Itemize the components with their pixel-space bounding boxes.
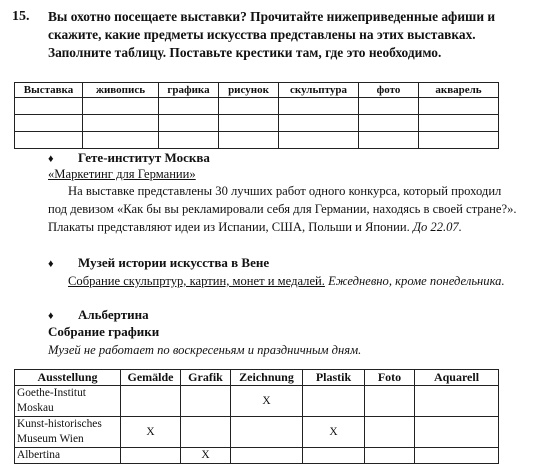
- column-header: Aquarell: [415, 370, 499, 386]
- table-cell: X: [303, 417, 365, 448]
- table-cell: [303, 386, 365, 417]
- entry-note: Музей не работает по воскресеньям и праздничным дням.: [48, 343, 362, 357]
- column-header: Foto: [365, 370, 415, 386]
- table-row: [15, 386, 499, 417]
- table-cell: [365, 386, 415, 417]
- table-cell: X: [181, 448, 231, 464]
- task-number: 15.: [12, 9, 30, 24]
- entry-subtitle: «Маркетинг для Германии»: [48, 167, 196, 181]
- table-cell: Goethe-Institut Moskau: [15, 386, 121, 417]
- answer-table-de: [14, 369, 499, 464]
- column-header: Plastik: [303, 370, 365, 386]
- table-row: [15, 132, 499, 149]
- entry-title: Гете-институт Москва: [78, 150, 210, 165]
- table-cell: [121, 386, 181, 417]
- table-cell: [231, 417, 303, 448]
- task-instructions: Вы охотно посещаете выставки? Прочитайте нижеприведенные афиши и скажите, какие предметы искусства представлены на этих выставках. Заполните таблицу. Поставьте крестики там, где это необходимо.: [48, 9, 496, 60]
- table-cell: X: [231, 386, 303, 417]
- table-cell: [303, 448, 365, 464]
- column-header: Grafik: [181, 370, 231, 386]
- table-row: [15, 98, 499, 115]
- table-row: [15, 115, 499, 132]
- exercise-table-ru: [14, 82, 499, 149]
- diamond-bullet-icon: ♦: [48, 153, 54, 165]
- column-header: рисунок: [219, 83, 279, 98]
- diamond-bullet-icon: ♦: [48, 258, 54, 270]
- entry-title: Музей истории искусства в Вене: [78, 255, 270, 270]
- entry-title: Альбертина: [78, 307, 149, 322]
- column-header: Gemälde: [121, 370, 181, 386]
- table-cell: [181, 417, 231, 448]
- entry-body: [48, 272, 518, 290]
- table-cell: [415, 386, 499, 417]
- column-header: живопись: [83, 83, 159, 98]
- entry-note: Ежедневно, кроме понедельника.: [328, 274, 505, 288]
- table-cell: [231, 448, 303, 464]
- entry-subtitle: Собрание графики: [48, 324, 160, 339]
- table-row: [15, 417, 499, 448]
- column-header: графика: [159, 83, 219, 98]
- table-cell: Kunst-historisches Museum Wien: [15, 417, 121, 448]
- table-cell: [365, 448, 415, 464]
- entry-body: [48, 182, 518, 236]
- table-header-row: [15, 370, 499, 386]
- column-header: фото: [359, 83, 419, 98]
- table-cell: [415, 448, 499, 464]
- entry-body-text: Собрание скульпртур, картин, монет и медалей.: [68, 274, 325, 288]
- column-header: Выставка: [15, 83, 83, 98]
- diamond-bullet-icon: ♦: [48, 310, 54, 322]
- column-header: Zeichnung: [231, 370, 303, 386]
- table-cell: X: [121, 417, 181, 448]
- table-cell: [121, 448, 181, 464]
- table-header-row: [15, 83, 499, 98]
- table-row: [15, 448, 499, 464]
- table-cell: Albertina: [15, 448, 121, 464]
- entry-date: До 22.07.: [412, 220, 462, 234]
- column-header: Ausstellung: [15, 370, 121, 386]
- table-cell: [365, 417, 415, 448]
- column-header: скульптура: [279, 83, 359, 98]
- column-header: акварель: [419, 83, 499, 98]
- entry-body-text: На выставке представлены 30 лучших работ одного конкурса, который проходил под девизом «Как бы вы рекламировали себя для Германии, находясь в своей стране?». Плакаты представляют идеи из Испании, США, Польши и Японии.: [48, 184, 517, 234]
- table-cell: [415, 417, 499, 448]
- table-cell: [181, 386, 231, 417]
